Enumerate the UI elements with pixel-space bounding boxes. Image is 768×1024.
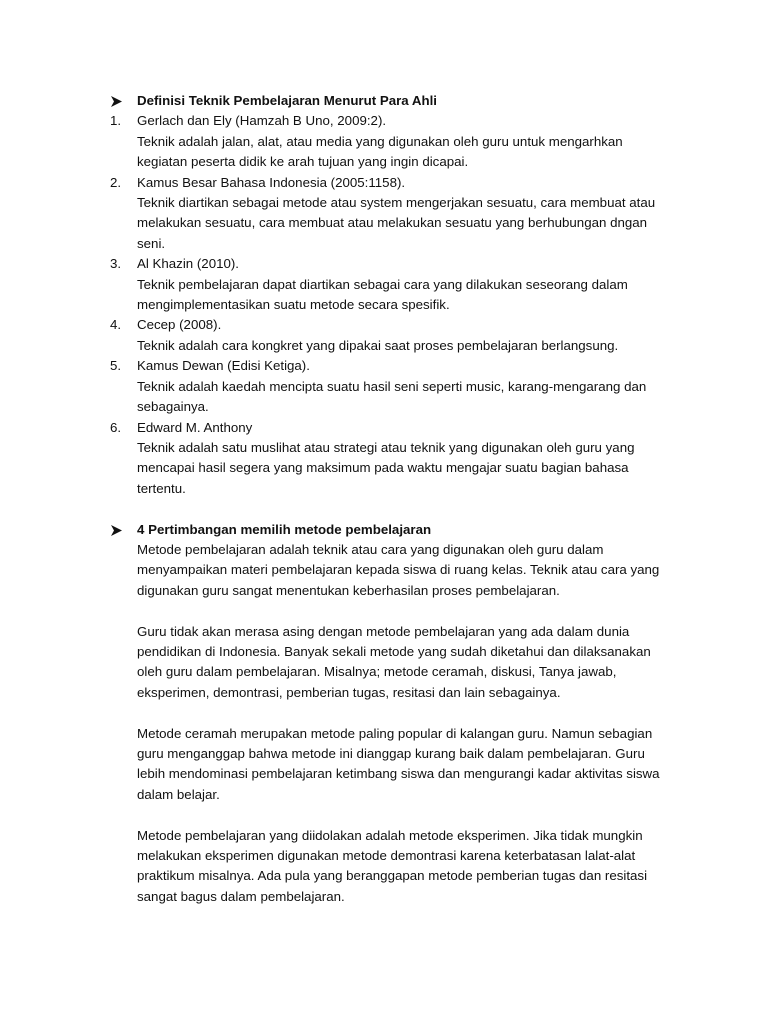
definition-text-line: Teknik adalah kaedah mencipta suatu hasil seni seperti music, karang-mengarang dan [137, 378, 647, 394]
list-number: 4. [110, 317, 122, 333]
paragraph-line: Guru tidak akan merasa asing dengan metode pembelajaran yang ada dalam dunia [137, 623, 630, 639]
heading-text: Definisi Teknik Pembelajaran Menurut Para Ahli [137, 93, 438, 108]
list-item [110, 254, 670, 315]
list-number: 5. [110, 358, 122, 374]
paragraph-line: Metode pembelajaran adalah teknik atau cara yang digunakan oleh guru dalam [137, 541, 604, 557]
blank-line [110, 703, 670, 723]
blank-line [110, 499, 670, 519]
list-item [110, 418, 670, 500]
definition-text-line: Teknik adalah cara kongkret yang dipakai saat proses pembelajaran berlangsung. [137, 337, 619, 353]
paragraph [110, 622, 670, 704]
paragraph-line: oleh guru dalam pembelajaran. Misalnya; metode ceramah, diskusi, Tanya jawab, [137, 664, 617, 680]
definition-text-line: mengimplementasikan suatu metode secara spesifik. [137, 297, 450, 313]
paragraph [110, 540, 670, 601]
paragraph-line: Metode pembelajaran yang diidolakan adalah metode eksperimen. Jika tidak mungkin [137, 827, 643, 843]
definition-text-line: mencapai hasil segera yang maksimum pada waktu mengajar suatu bagian bahasa [137, 460, 629, 476]
definition-text-line: tertentu. [137, 480, 186, 496]
definition-list [110, 111, 670, 499]
paragraph-line: eksperimen, demontrasi, pemberian tugas, resitasi dan lain sebagainya. [137, 684, 561, 700]
section-heading-definisi [110, 91, 670, 111]
definition-text-line: kegiatan peserta didik ke arah tujuan yang ingin dicapai. [137, 154, 469, 170]
paragraph-line: lebih mendominasi pembelajaran ketimbang siswa dan mengurangi kadar aktivitas siswa [137, 766, 660, 782]
paragraph-line: praktikum misalnya. Ada pula yang beranggapan metode pemberian tugas dan resitasi [137, 868, 648, 884]
paragraph-line: melakukan eksperimen digunakan metode demontrasi karena keterbatasan lalat-alat [137, 847, 636, 863]
paragraph-line: menyampaikan materi pembelajaran kepada siswa di ruang kelas. Teknik atau cara yang [137, 562, 660, 578]
definition-text-line: seni. [137, 235, 166, 251]
paragraph-line: digunakan guru sangat menentukan keberhasilan proses pembelajaran. [137, 582, 560, 598]
paragraph-line: pendidikan di Indonesia. Banyak sekali metode yang sudah diketahui dan dilaksanakan [137, 643, 651, 659]
paragraph-line: dalam belajar. [137, 786, 220, 802]
list-item [110, 356, 670, 417]
list-item [110, 173, 670, 255]
section-heading-pertimbangan [110, 520, 670, 540]
document-body [110, 91, 670, 907]
list-number: 6. [110, 419, 122, 435]
definition-source: Al Khazin (2010). [137, 256, 239, 272]
list-item [110, 315, 670, 356]
definition-text-line: Teknik diartikan sebagai metode atau system mengerjakan sesuatu, cara membuat atau [137, 195, 656, 211]
definition-source: Cecep (2008). [137, 317, 222, 333]
paragraph-line: sangat bagus dalam pembelajaran. [137, 888, 345, 904]
definition-text-line: sebagainya. [137, 399, 209, 415]
paragraph-line: guru menganggap bahwa metode ini dianggap kurang baik dalam pembelajaran. Guru [137, 745, 645, 761]
blank-line [110, 805, 670, 825]
list-number: 3. [110, 256, 122, 272]
definition-text-line: Teknik adalah satu muslihat atau strategi atau teknik yang digunakan oleh guru yang [137, 439, 635, 455]
list-number: 2. [110, 174, 122, 190]
definition-text-line: Teknik pembelajaran dapat diartikan sebagai cara yang dilakukan seseorang dalam [137, 276, 628, 292]
definition-source: Gerlach dan Ely (Hamzah B Uno, 2009:2). [137, 113, 387, 129]
paragraph-line: Metode ceramah merupakan metode paling popular di kalangan guru. Namun sebagian [137, 725, 653, 741]
definition-text-line: melakukan sesuatu, cara membuat atau melakukan sesuatu yang berhubungan dngan [137, 215, 648, 231]
definition-source: Kamus Dewan (Edisi Ketiga). [137, 358, 310, 374]
paragraph [110, 826, 670, 908]
paragraph [110, 724, 670, 806]
definition-source: Kamus Besar Bahasa Indonesia (2005:1158). [137, 174, 406, 190]
definition-source: Edward M. Anthony [137, 419, 253, 435]
list-item [110, 111, 670, 172]
blank-line [110, 601, 670, 621]
heading-text: 4 Pertimbangan memilih metode pembelajaran [137, 521, 432, 537]
list-number: 1. [110, 113, 122, 129]
definition-text-line: Teknik adalah jalan, alat, atau media yang digunakan oleh guru untuk mengarhkan [137, 133, 623, 149]
